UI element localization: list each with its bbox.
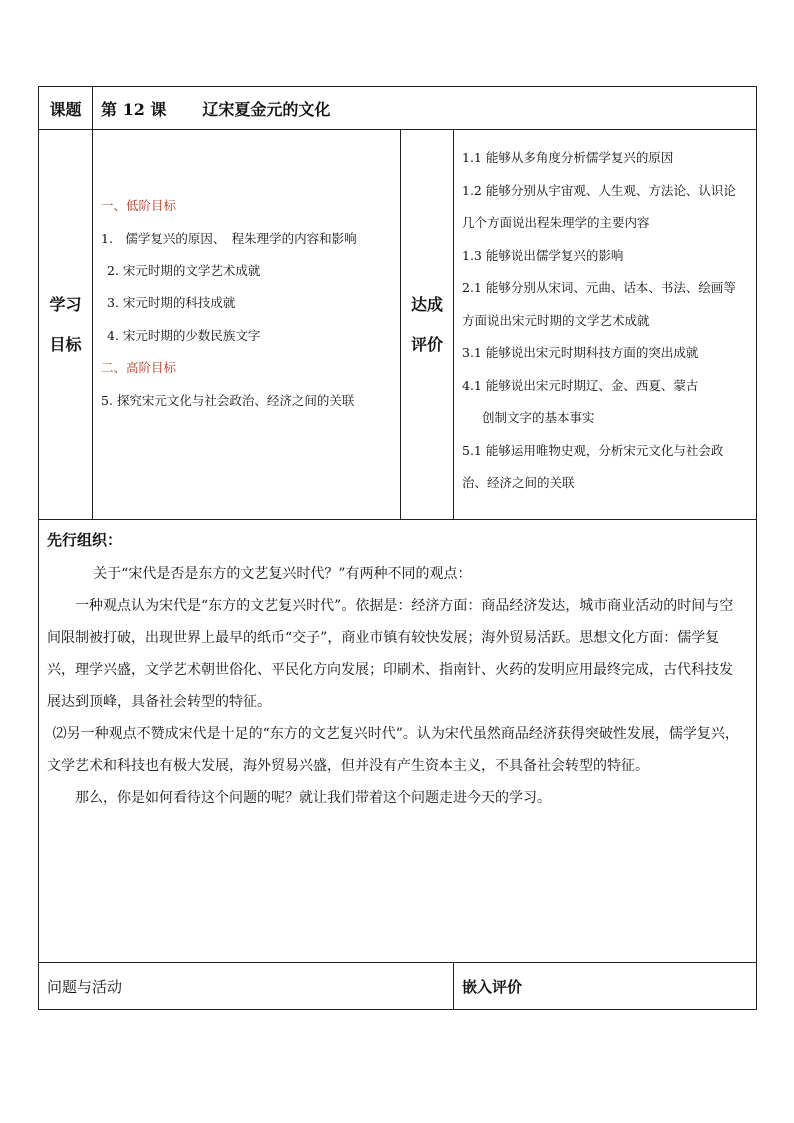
activities-label: 问题与活动: [39, 963, 454, 1010]
objective-item: 4. 宋元时期的少数民族文字: [107, 327, 261, 343]
evaluation-item: 3.1 能够说出宋元时期科技方面的突出成就: [462, 345, 699, 360]
objective-item: 2. 宋元时期的文学艺术成就: [107, 262, 261, 278]
evaluation-item: 创制文字的基本事实: [482, 410, 595, 425]
objective-item: 5. 探究宋元文化与社会政治、经济之间的关联: [101, 392, 355, 408]
objective-item: 3. 宋元时期的科技成就: [107, 295, 236, 310]
evaluation-item: 5.1 能够运用唯物史观，分析宋元文化与社会政治、经济之间的关联: [462, 442, 724, 490]
evaluation-item: 2.1 能够分别从宋词、元曲、话本、书法、绘画等方面说出宋元时期的文学艺术成就: [462, 280, 736, 328]
lesson-title-cell: [93, 87, 757, 130]
objectives-label-text: 学习 目标: [49, 294, 82, 354]
header-row: [39, 87, 757, 130]
preorganize-paragraph: 关于“宋代是否是东方的文艺复兴时代？”有两种不同的观点：: [93, 566, 472, 582]
footer-row: [39, 963, 757, 1010]
evaluation-item: 4.1 能够说出宋元时期辽、金、西夏、蒙古: [462, 377, 699, 393]
preorganize-paragraph: 一种观点认为宋代是“东方的文艺复兴时代”。依据是：经济方面：商品经济发达，城市商业活动的时间与空间限制被打破，出现世界上最早的纸币“交子”，商业市镇有较快发展；海外贸易活跃。思想文化方面：儒学复兴，理学兴盛，文学艺术朝世俗化、平民化方向发展；印刷术、指南针、火药的发明应用最终完成，古代科技发展达到顶峰，具备社会转型的特征。: [47, 598, 734, 710]
evaluation-item: 1.1 能够从多角度分析儒学复兴的原因: [462, 150, 674, 165]
evaluation-item: 1.3 能够说出儒学复兴的影响: [462, 247, 624, 263]
preorganize-paragraph: 那么，你是如何看待这个问题的呢？就让我们带着这个问题走进今天的学习。: [75, 790, 551, 806]
lesson-title: 辽宋夏金元的文化: [202, 99, 331, 119]
objectives-row: [39, 130, 757, 520]
preorganize-title: 先行组织：: [47, 531, 123, 549]
objective-item: 一、低阶目标: [101, 198, 177, 213]
objective-item: 二、高阶目标: [101, 360, 177, 375]
preorganize-section: [39, 520, 757, 963]
objectives-label: [39, 130, 93, 520]
evaluation-label-text: 达成 评价: [410, 294, 443, 354]
header-label: 课题: [39, 87, 93, 130]
objective-item: 1. 儒学复兴的原因、 程朱理学的内容和影响: [101, 230, 357, 246]
preorganize-row: [39, 520, 757, 963]
preorganize-paragraph: ⑵另一种观点不赞成宋代是十足的“东方的文艺复兴时代”。认为宋代虽然商品经济获得突破性发展，儒学复兴，文学艺术和科技也有极大发展，海外贸易兴盛，但并没有产生资本主义，不具备社会转型的特征。: [47, 726, 739, 774]
embedded-eval-label: 嵌入评价: [454, 963, 757, 1010]
evaluation-item: 1.2 能够分别从宇宙观、人生观、方法论、认识论几个方面说出程朱理学的主要内容: [462, 182, 736, 230]
lesson-number: 第 12 课: [101, 99, 167, 119]
evaluation-list: [454, 130, 757, 520]
objectives-list: [93, 130, 401, 520]
lesson-table: [38, 86, 757, 1010]
evaluation-label: [401, 130, 454, 520]
